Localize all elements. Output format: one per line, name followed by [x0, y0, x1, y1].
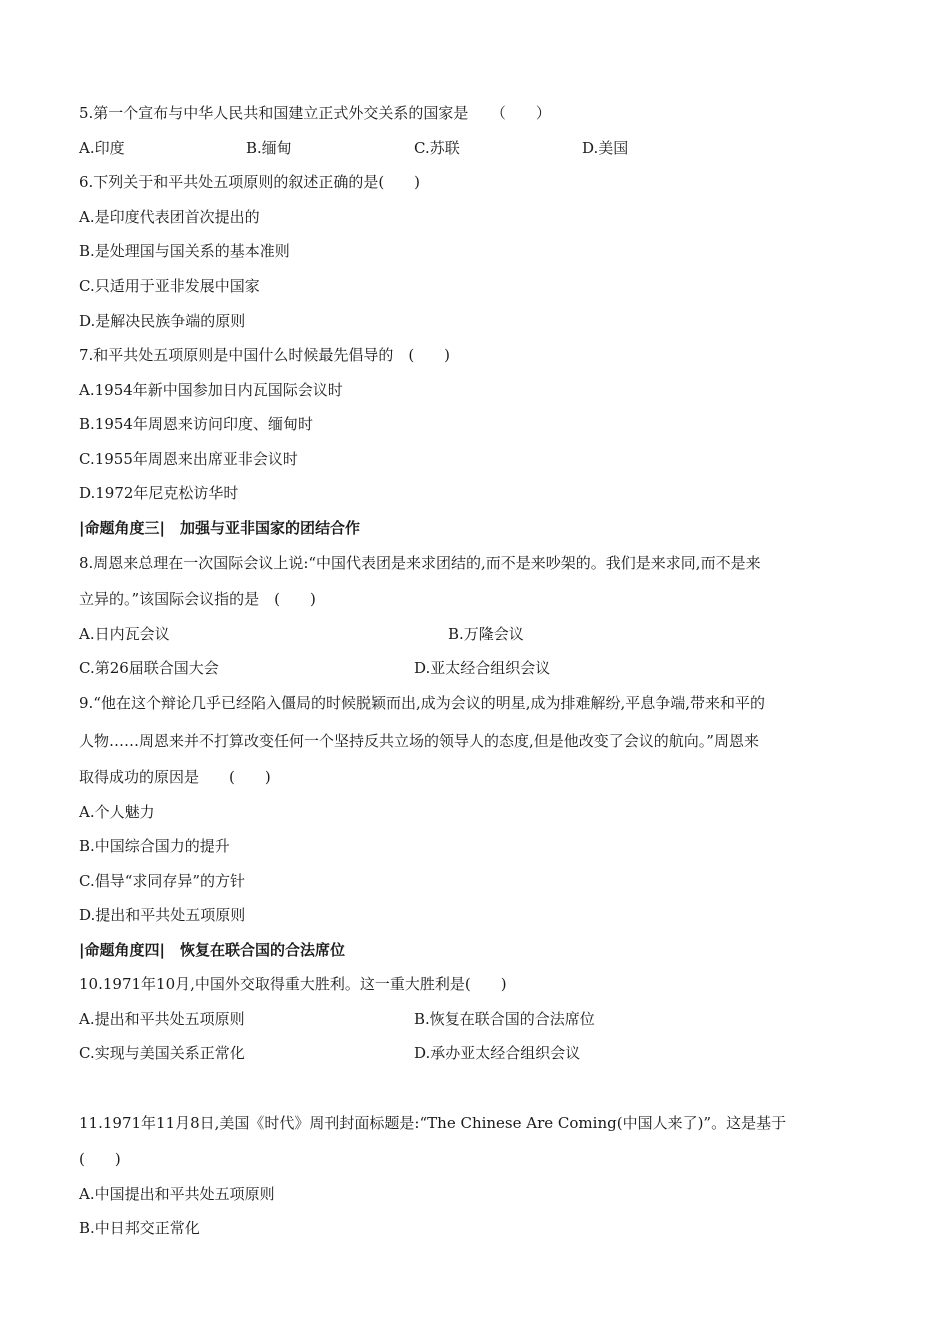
- question-6-option-d: D.是解决民族争端的原则: [79, 312, 246, 330]
- question-8-stem-line-2: 立异的。”该国际会议指的是 ( ): [79, 590, 316, 608]
- question-5-option-a: A.印度: [79, 139, 125, 157]
- question-7-option-c: C.1955年周恩来出席亚非会议时: [79, 450, 298, 468]
- question-11-option-a: A.中国提出和平共处五项原则: [79, 1185, 275, 1203]
- question-11-stem-line-1: 11.1971年11月8日,美国《时代》周刊封面标题是:“The Chinese Are Coming(中国人来了)”。这是基于: [79, 1114, 787, 1132]
- question-8-option-a: A.日内瓦会议: [79, 625, 170, 643]
- section-heading-3: |命题角度三| 加强与亚非国家的团结合作: [79, 519, 360, 537]
- question-9-option-d: D.提出和平共处五项原则: [79, 906, 246, 924]
- question-7-stem: 7.和平共处五项原则是中国什么时候最先倡导的 ( ): [79, 346, 451, 364]
- question-11-stem-line-2: ( ): [79, 1150, 121, 1168]
- question-10-option-b: B.恢复在联合国的合法席位: [414, 1010, 595, 1028]
- question-11-option-b: B.中日邦交正常化: [79, 1219, 200, 1237]
- question-6-option-b: B.是处理国与国关系的基本准则: [79, 242, 290, 260]
- question-10-stem: 10.1971年10月,中国外交取得重大胜利。这一重大胜利是( ): [79, 975, 507, 993]
- question-9-option-c: C.倡导“求同存异”的方针: [79, 872, 246, 890]
- question-7-option-b: B.1954年周恩来访问印度、缅甸时: [79, 415, 313, 433]
- question-6-option-a: A.是印度代表团首次提出的: [79, 208, 260, 226]
- question-8-option-d: D.亚太经合组织会议: [414, 659, 551, 677]
- question-9-stem-line-3: 取得成功的原因是 ( ): [79, 768, 271, 786]
- question-5-stem: 5.第一个宣布与中华人民共和国建立正式外交关系的国家是 （ ）: [79, 104, 551, 122]
- question-6-stem: 6.下列关于和平共处五项原则的叙述正确的是( ): [79, 173, 421, 191]
- question-9-stem-line-1: 9.“他在这个辩论几乎已经陷入僵局的时候脱颖而出,成为会议的明星,成为排难解纷,平息争端,带来和平的: [79, 694, 766, 712]
- question-6-option-c: C.只适用于亚非发展中国家: [79, 277, 260, 295]
- question-9-stem-line-2: 人物……周恩来并不打算改变任何一个坚持反共立场的领导人的态度,但是他改变了会议的航向。”周恩来: [79, 732, 759, 750]
- question-10-option-c: C.实现与美国关系正常化: [79, 1044, 245, 1062]
- question-7-option-d: D.1972年尼克松访华时: [79, 484, 239, 502]
- question-5-option-d: D.美国: [582, 139, 629, 157]
- question-8-stem-line-1: 8.周恩来总理在一次国际会议上说:“中国代表团是来求团结的,而不是来吵架的。我们是来求同,而不是来: [79, 554, 761, 572]
- question-10-option-a: A.提出和平共处五项原则: [79, 1010, 245, 1028]
- question-8-option-c: C.第26届联合国大会: [79, 659, 219, 677]
- question-5-option-c: C.苏联: [414, 139, 460, 157]
- question-7-option-a: A.1954年新中国参加日内瓦国际会议时: [79, 381, 343, 399]
- section-heading-4: |命题角度四| 恢复在联合国的合法席位: [79, 941, 345, 959]
- question-5-option-b: B.缅甸: [246, 139, 292, 157]
- question-8-option-b: B.万隆会议: [448, 625, 524, 643]
- question-10-option-d: D.承办亚太经合组织会议: [414, 1044, 581, 1062]
- question-9-option-b: B.中国综合国力的提升: [79, 837, 230, 855]
- question-9-option-a: A.个人魅力: [79, 803, 155, 821]
